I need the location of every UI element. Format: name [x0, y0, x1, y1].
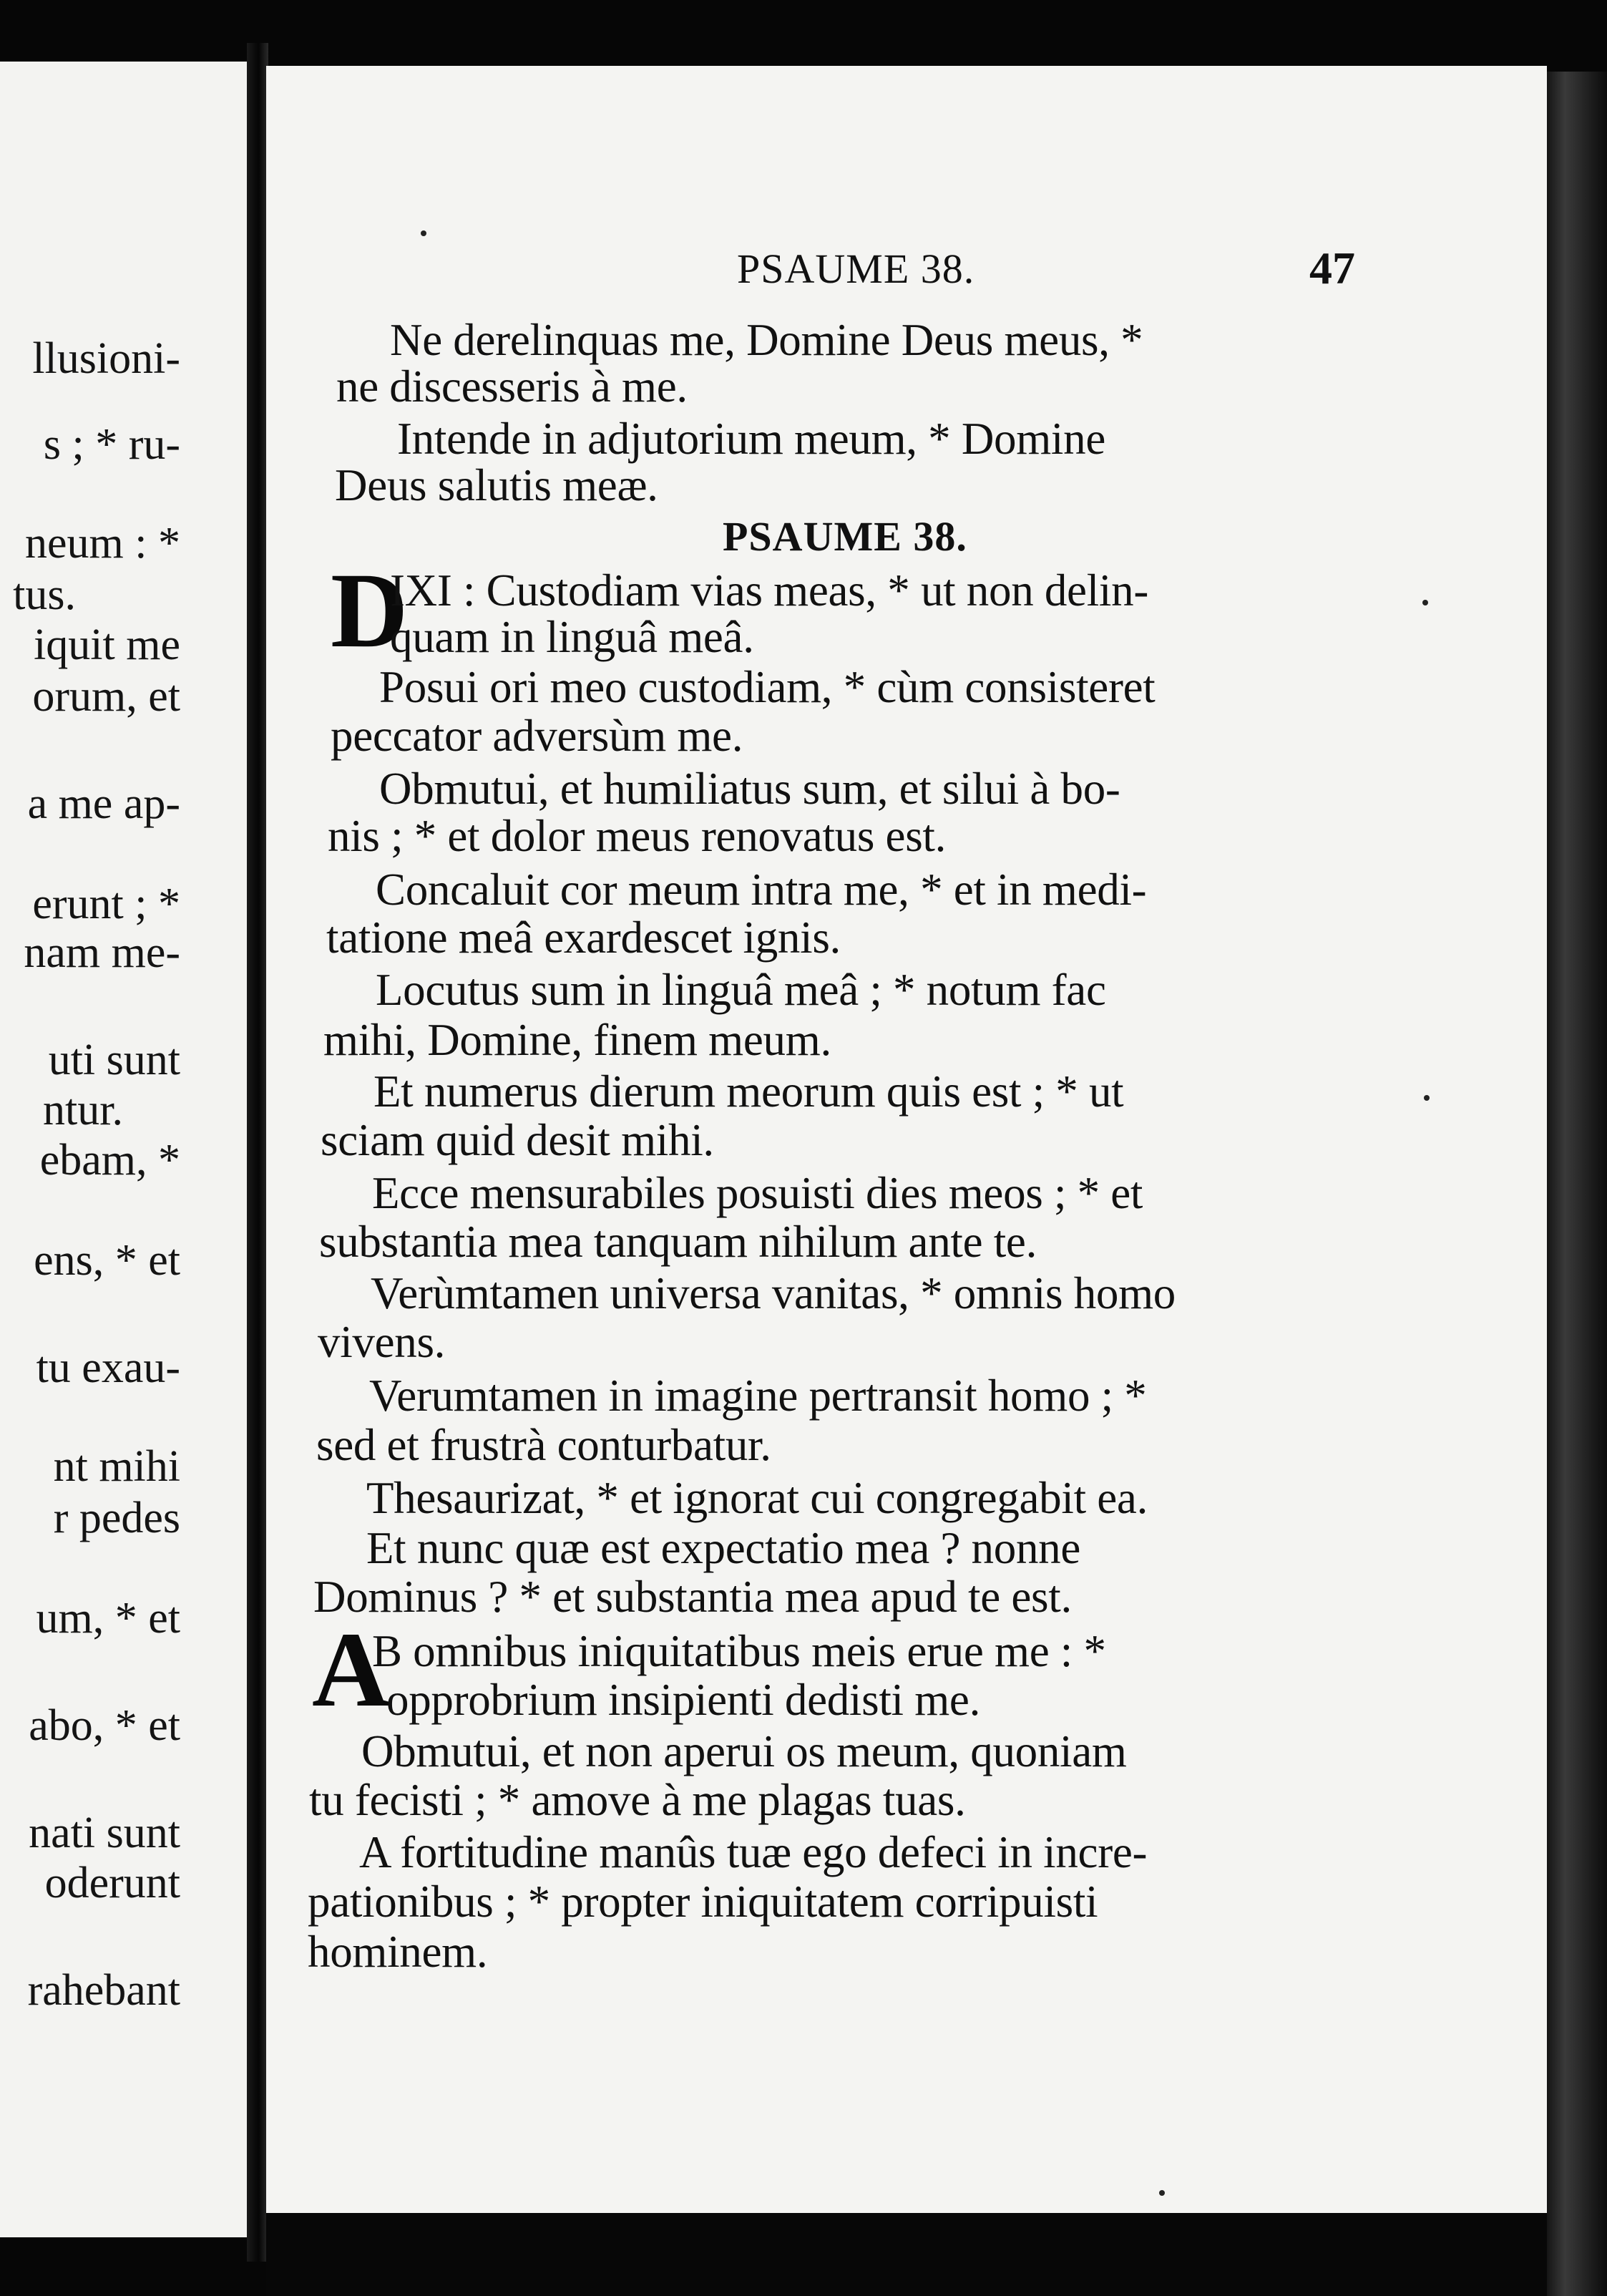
left-text-line: rahebant [27, 1966, 180, 2015]
text-line: Posui ori meo custodiam, * cùm consisteret [379, 662, 1156, 712]
text-line: Ne derelinquas me, Domine Deus meus, * [390, 315, 1143, 365]
text-line: mihi, Domine, finem meum. [323, 1015, 831, 1065]
text-line: Concaluit cor meum intra me, * et in medi- [376, 865, 1147, 915]
text-line: Verùmtamen universa vanitas, * omnis homo [371, 1268, 1176, 1318]
left-page-fragment [0, 62, 249, 2237]
speck [1424, 1095, 1430, 1101]
left-text-line: nt mihi [53, 1442, 180, 1491]
text-line: B omnibus iniquitatibus meis erue me : * [372, 1626, 1106, 1676]
left-text-line: iquit me [34, 621, 180, 669]
speck [1159, 2190, 1165, 2196]
left-text-line: a me ap- [27, 779, 180, 828]
text-line: Verumtamen in imagine pertransit homo ; * [369, 1371, 1147, 1421]
text-line: Thesaurizat, * et ignorat cui congregabit ea. [366, 1473, 1148, 1523]
text-line: Obmutui, et non aperui os meum, quoniam [361, 1726, 1127, 1776]
running-header: PSAUME 38. [737, 245, 975, 292]
speck [1422, 600, 1428, 605]
page-number: 47 [1309, 243, 1355, 293]
book-spine [247, 43, 268, 2262]
text-line: Deus salutis meæ. [335, 460, 658, 510]
left-text-line: nati sunt [29, 1809, 180, 1857]
text-line: Et numerus dierum meorum quis est ; * ut [373, 1066, 1124, 1117]
left-text-line: neum : * [25, 519, 180, 568]
text-line: Ecce mensurabiles posuisti dies meos ; * et [372, 1168, 1143, 1218]
text-line: Dominus ? * et substantia mea apud te est. [313, 1572, 1072, 1622]
text-line: Locutus sum in linguâ meâ ; * notum fac [376, 965, 1106, 1015]
text-line: hominem. [308, 1927, 488, 1977]
text-line: Intende in adjutorium meum, * Domine [397, 414, 1106, 464]
drop-cap: A [312, 1610, 390, 1729]
left-text-line: ebam, * [39, 1136, 180, 1185]
text-line: nis ; * et dolor meus renovatus est. [328, 811, 947, 861]
left-text-line: s ; * ru- [43, 420, 180, 469]
left-text-line: llusioni- [32, 334, 180, 383]
text-line: pationibus ; * propter iniquitatem corripuisti [308, 1877, 1098, 1927]
text-line: substantia mea tanquam nihilum ante te. [319, 1217, 1037, 1267]
text-line: opprobrium insipienti dedisti me. [386, 1675, 981, 1725]
psalm-heading: PSAUME 38. [723, 513, 967, 560]
left-text-line: abo, * et [29, 1701, 180, 1750]
drop-cap: D [331, 551, 409, 670]
left-text-line: tus. [13, 570, 76, 619]
left-text-line: nam me- [24, 928, 180, 977]
left-text-line: um, * et [36, 1594, 180, 1643]
text-line: IXI : Custodiam vias meas, * ut non delin- [390, 565, 1149, 616]
text-line: tu fecisti ; * amove à me plagas tuas. [309, 1775, 966, 1825]
text-line: tatione meâ exardescet ignis. [326, 913, 841, 963]
text-line: sciam quid desit mihi. [321, 1115, 714, 1165]
left-text-line: ntur. [43, 1086, 123, 1134]
text-line: Et nunc quæ est expectatio mea ? nonne [366, 1523, 1081, 1573]
left-text-line: tu exau- [36, 1343, 180, 1392]
text-line: Obmutui, et humiliatus sum, et silui à bo- [379, 764, 1120, 814]
page-edge [1547, 72, 1607, 2296]
page-bottom-edge [266, 2213, 1547, 2296]
text-line: sed et frustrà conturbatur. [316, 1420, 771, 1470]
left-text-line: erunt ; * [32, 880, 180, 928]
text-line: vivens. [318, 1317, 446, 1367]
left-text-line: ens, * et [34, 1236, 180, 1285]
speck [421, 230, 426, 236]
left-text-line: oderunt [44, 1859, 180, 1907]
left-text-line: r pedes [53, 1494, 180, 1542]
text-line: A fortitudine manûs tuæ ego defeci in incre- [359, 1827, 1148, 1877]
text-line: peccator adversùm me. [331, 711, 743, 761]
left-text-line: uti sunt [48, 1036, 180, 1084]
left-text-line: orum, et [32, 672, 180, 721]
text-line: quam in linguâ meâ. [390, 612, 754, 662]
text-line: ne discesseris à me. [336, 361, 688, 412]
